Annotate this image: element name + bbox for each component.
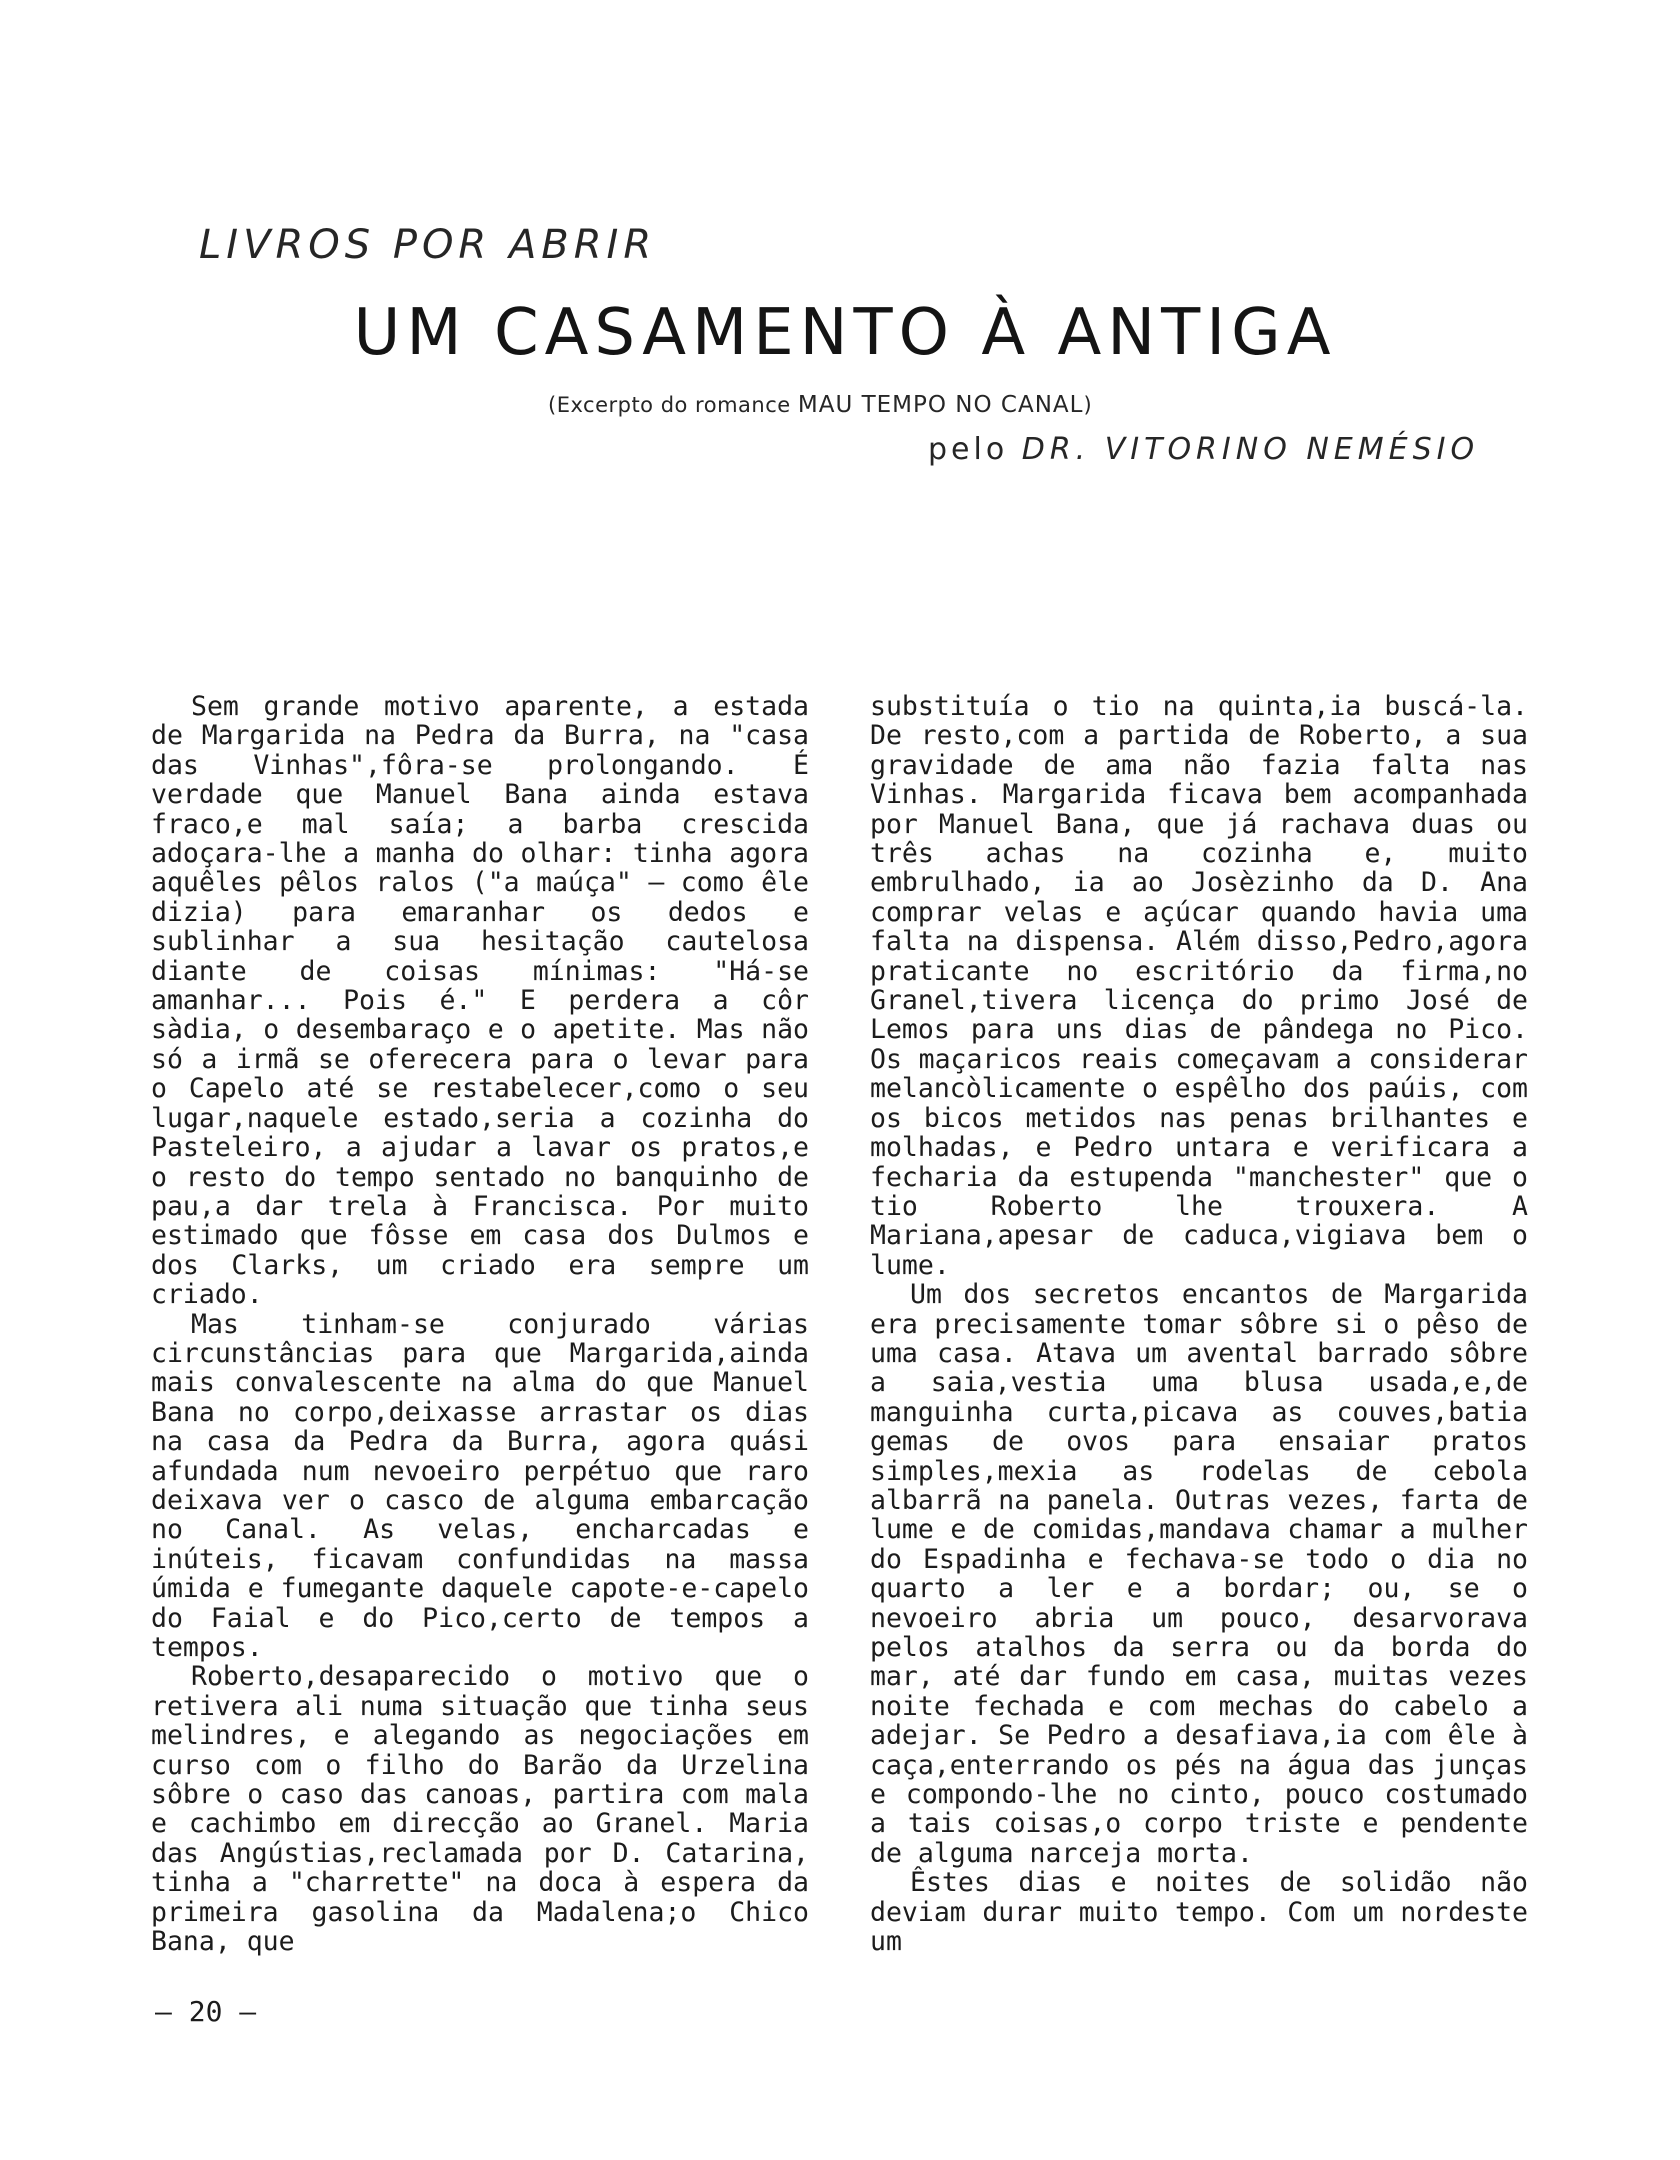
right-text-column	[870, 692, 1528, 1956]
article-subtitle	[548, 392, 1092, 418]
left-text-column	[151, 692, 809, 1956]
author-name: DR. VITORINO NEMÉSIO	[1021, 432, 1480, 467]
article-title: UM CASAMENTO À ANTIGA	[353, 296, 1337, 370]
subtitle-suffix: )	[1083, 393, 1093, 417]
paragraph: Um dos secretos encantos de Margarida era precisamente tomar sôbre si o pêso de uma casa. Atava um avental barrado sôbre a saia,vestia uma blusa usada,e,de manguinha curta,picava as couves,batia gemas de ovos para ensaiar pratos simples,mexia as rodelas de cebola albarrã na panela. Outras vezes, farta de lume e de comidas,mandava chamar a mulher do Espadinha e fechava-se todo o dia no quarto a ler e a bordar; ou, se o nevoeiro abria um pouco, desarvorava pelos atalhos da serra ou da borda do mar, até dar fundo em casa, muitas vezes noite fechada e com mechas do cabelo a adejar. Se Pedro a desafiava,ia com êle à caça,enterrando os pés na água das junças e compondo-lhe no cinto, pouco costumado a tais coisas,o corpo triste e pendente de alguma narceja morta.	[870, 1279, 1528, 1869]
book-title: MAU TEMPO NO CANAL	[797, 392, 1084, 418]
subtitle-prefix: (Excerpto do romance	[548, 393, 798, 417]
paragraph: Sem grande motivo aparente, a estada de Margarida na Pedra da Burra, na "casa das Vinhas",fôra-se prolongando. É verdade que Manuel Bana ainda estava fraco,e mal saía; a barba crescida adoçara-lhe a manha do olhar: tinha agora aquêles pêlos ralos ("a maúça" — como êle dizia) para emaranhar os dedos e sublinhar a sua hesitação cautelosa diante de coisas mínimas: "Há-se amanhar... Pois é." E perdera a côr sàdia, o desembaraço e o apetite. Mas não só a irmã se oferecera para o levar para o Capelo até se restabelecer,como o seu lugar,naquele estado,seria a cozinha do Pasteleiro, a ajudar a lavar os pratos,e o resto do tempo sentado no banquinho de pau,a dar trela à Francisca. Por muito estimado que fôsse em casa dos Dulmos e dos Clarks, um criado era sempre um criado.	[151, 691, 809, 1311]
paragraph: Êstes dias e noites de solidão não deviam durar muito tempo. Com um nordeste um	[870, 1867, 1528, 1958]
page-number: – 20 –	[155, 1995, 257, 2028]
byline	[928, 432, 1479, 467]
paragraph: Roberto,desaparecido o motivo que o retivera ali numa situação que tinha seus melindres, e alegando as negociações em curso com o filho do Barão da Urzelina sôbre o caso das canoas, partira com mala e cachimbo em direcção ao Granel. Maria das Angústias,reclamada por D. Catarina, tinha a "charrette" na doca à espera da primeira gasolina da Madalena;o Chico Bana, que	[151, 1661, 809, 1958]
paragraph: Mas tinham-se conjurado várias circunstâncias para que Margarida,ainda mais convalescente na alma do que Manuel Bana no corpo,deixasse arrastar os dias na casa da Pedra da Burra, agora quási afundada num nevoeiro perpétuo que raro deixava ver o casco de alguma embarcação no Canal. As velas, encharcadas e inúteis, ficavam confundidas na massa úmida e fumegante daquele capote-e-capelo do Faial e do Pico,certo de tempos a tempos.	[151, 1308, 809, 1663]
section-label: LIVROS POR ABRIR	[199, 222, 657, 268]
article-header	[0, 0, 1680, 520]
paragraph: substituía o tio na quinta,ia buscá-la. De resto,com a partida de Roberto, a sua gravidade de ama não fazia falta nas Vinhas. Margarida ficava bem acompanhada por Manuel Bana, que já rachava duas ou três achas na cozinha e, muito embrulhado, ia ao Josèzinho da D. Ana comprar velas e açúcar quando havia uma falta na dispensa. Além disso,Pedro,agora praticante no escritório da firma,no Granel,tivera licença do primo José de Lemos para uns dias de pândega no Pico. Os maçaricos reais começavam a considerar melancòlicamente o espêlho dos paúis, com os bicos metidos nas penas brilhantes e molhadas, e Pedro untara e verificara a fecharia da estupenda "manchester" que o tio Roberto lhe trouxera. A Mariana,apesar de caduca,vigiava bem o lume.	[870, 691, 1528, 1281]
byline-prefix: pelo	[928, 432, 1022, 467]
